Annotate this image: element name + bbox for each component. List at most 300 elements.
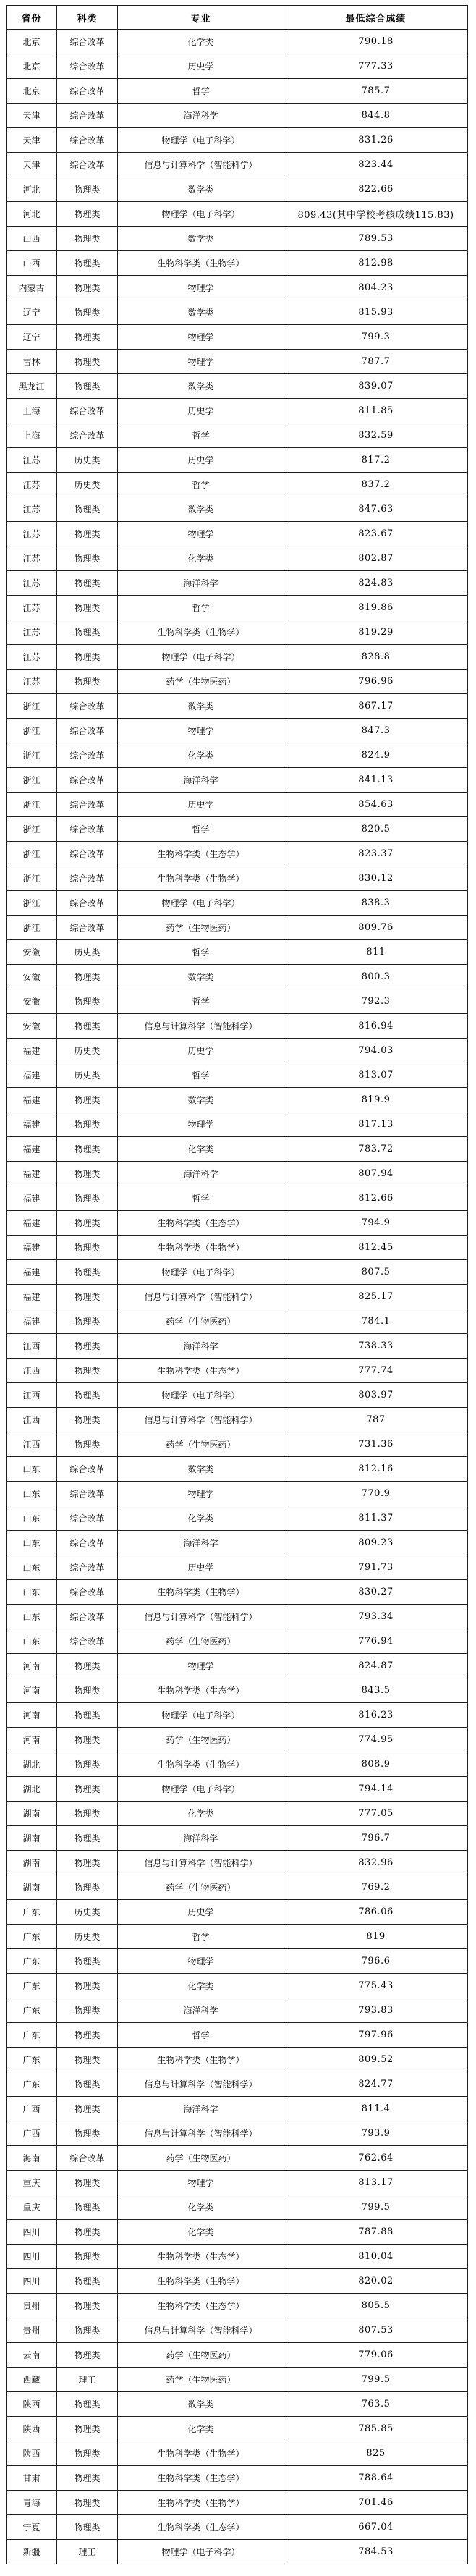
table-row [7,1260,468,1285]
cell-score: 770.9 [284,1482,468,1506]
table-row [7,30,468,54]
cell-category: 物理类 [57,1236,118,1260]
cell-score: 819 [284,1925,468,1949]
cell-score: 838.3 [284,891,468,916]
cell-score: 807.5 [284,1260,468,1285]
cell-major: 信息与计算科学（智能科学） [118,2121,284,2146]
cell-category: 综合改革 [57,743,118,768]
cell-category: 物理类 [57,202,118,227]
cell-category: 物理类 [57,1752,118,1777]
cell-score: 788.64 [284,2466,468,2491]
cell-score: 810.04 [284,2245,468,2269]
cell-category: 物理类 [57,965,118,989]
cell-province: 浙江 [7,768,57,793]
cell-score: 832.96 [284,1851,468,1875]
cell-province: 浙江 [7,842,57,866]
cell-score: 797.96 [284,2023,468,2048]
table-row [7,128,468,153]
cell-score: 667.04 [284,2515,468,2540]
table-row [7,300,468,325]
cell-province: 贵州 [7,2294,57,2318]
cell-province: 福建 [7,1088,57,1112]
cell-category: 物理类 [57,1112,118,1137]
cell-major: 数学类 [118,1457,284,1482]
cell-major: 信息与计算科学（智能科学） [118,2318,284,2343]
cell-score: 777.33 [284,54,468,79]
cell-category: 物理类 [57,251,118,276]
cell-category: 物理类 [57,596,118,620]
cell-major: 生物科学类（生物学） [118,1236,284,1260]
cell-score: 799.5 [284,2195,468,2220]
cell-province: 内蒙古 [7,276,57,300]
cell-province: 青海 [7,2491,57,2515]
table-row [7,2195,468,2220]
cell-province: 山东 [7,1457,57,1482]
cell-major: 药学（生物医药） [118,1728,284,1752]
cell-category: 物理类 [57,571,118,596]
cell-province: 江西 [7,1383,57,1408]
cell-category: 物理类 [57,1826,118,1851]
cell-category: 物理类 [57,276,118,300]
cell-major: 生物科学类（生物学） [118,1752,284,1777]
cell-category: 物理类 [57,2121,118,2146]
cell-category: 物理类 [57,620,118,645]
cell-province: 山东 [7,1629,57,1654]
cell-province: 江苏 [7,473,57,497]
cell-score: 812.45 [284,1236,468,1260]
cell-major: 物理学 [118,2171,284,2195]
table-row [7,2171,468,2195]
cell-province: 江西 [7,1432,57,1457]
cell-province: 福建 [7,1236,57,1260]
table-row [7,989,468,1014]
cell-province: 安徽 [7,965,57,989]
cell-score: 867.17 [284,694,468,719]
cell-province: 广西 [7,2097,57,2121]
header-major: 专业 [118,6,284,30]
table-row [7,399,468,423]
table-row [7,1900,468,1925]
cell-major: 海洋科学 [118,768,284,793]
cell-category: 物理类 [57,1728,118,1752]
cell-major: 海洋科学 [118,571,284,596]
table-row [7,522,468,546]
table-row [7,1432,468,1457]
table-row [7,1826,468,1851]
cell-major: 药学（生物医药） [118,670,284,694]
cell-major: 数学类 [118,1088,284,1112]
table-row [7,1383,468,1408]
cell-major: 物理学（电子科学） [118,1260,284,1285]
cell-major: 物理学 [118,1654,284,1678]
cell-category: 综合改革 [57,1605,118,1629]
cell-major: 物理学（电子科学） [118,891,284,916]
cell-score: 769.2 [284,1875,468,1900]
cell-province: 福建 [7,1211,57,1236]
table-row [7,2466,468,2491]
table-row [7,817,468,842]
cell-score: 819.29 [284,620,468,645]
cell-score: 828.8 [284,645,468,670]
table-row [7,965,468,989]
cell-major: 数学类 [118,694,284,719]
header-min-score: 最低综合成绩 [284,6,468,30]
cell-major: 信息与计算科学（智能科学） [118,1605,284,1629]
table-row [7,1162,468,1186]
cell-province: 安徽 [7,989,57,1014]
cell-major: 历史学 [118,1039,284,1063]
cell-major: 药学（生物医药） [118,2146,284,2171]
cell-score: 825.17 [284,1285,468,1309]
cell-category: 物理类 [57,300,118,325]
table-row [7,1802,468,1826]
cell-category: 物理类 [57,2220,118,2245]
cell-category: 物理类 [57,1309,118,1334]
cell-category: 物理类 [57,2097,118,2121]
cell-category: 综合改革 [57,1482,118,1506]
cell-score: 803.97 [284,1383,468,1408]
cell-province: 西藏 [7,2368,57,2392]
cell-major: 历史学 [118,1900,284,1925]
cell-province: 江苏 [7,497,57,522]
cell-province: 江苏 [7,670,57,694]
cell-score: 777.05 [284,1802,468,1826]
cell-category: 物理类 [57,2491,118,2515]
cell-score: 796.6 [284,1949,468,1974]
cell-score: 793.83 [284,1998,468,2023]
cell-province: 新疆 [7,2540,57,2564]
cell-category: 历史类 [57,1900,118,1925]
cell-major: 药学（生物医药） [118,1432,284,1457]
cell-category: 物理类 [57,1654,118,1678]
cell-major: 哲学 [118,1063,284,1088]
cell-category: 物理类 [57,522,118,546]
cell-score: 799.5 [284,2368,468,2392]
cell-major: 化学类 [118,546,284,571]
cell-score: 731.36 [284,1432,468,1457]
table-row [7,1925,468,1949]
cell-score: 791.73 [284,1555,468,1580]
cell-category: 物理类 [57,670,118,694]
cell-major: 海洋科学 [118,1162,284,1186]
table-row [7,2121,468,2146]
table-row [7,768,468,793]
cell-score: 831.26 [284,128,468,153]
cell-province: 福建 [7,1260,57,1285]
cell-score: 779.06 [284,2343,468,2368]
table-row [7,1703,468,1728]
cell-category: 物理类 [57,2417,118,2441]
cell-province: 浙江 [7,916,57,940]
cell-score: 813.07 [284,1063,468,1088]
cell-category: 物理类 [57,1014,118,1039]
cell-province: 湖南 [7,1826,57,1851]
table-row [7,2023,468,2048]
table-row [7,202,468,227]
cell-province: 福建 [7,1039,57,1063]
cell-score: 832.59 [284,423,468,448]
cell-major: 哲学 [118,1186,284,1211]
table-row [7,1482,468,1506]
cell-score: 796.7 [284,1826,468,1851]
table-row [7,1678,468,1703]
cell-category: 综合改革 [57,1580,118,1605]
cell-major: 化学类 [118,2220,284,2245]
cell-category: 物理类 [57,1408,118,1432]
table-row [7,79,468,104]
cell-score: 847.3 [284,719,468,743]
cell-major: 生物科学类（生态学） [118,2245,284,2269]
cell-major: 物理学（电子科学） [118,202,284,227]
cell-province: 陕西 [7,2441,57,2466]
cell-score: 774.95 [284,1728,468,1752]
cell-major: 生物科学类（生物学） [118,2048,284,2072]
cell-major: 数学类 [118,300,284,325]
cell-score: 762.64 [284,2146,468,2171]
cell-province: 福建 [7,1309,57,1334]
table-row [7,866,468,891]
cell-province: 江西 [7,1408,57,1432]
cell-province: 河北 [7,177,57,202]
cell-province: 天津 [7,128,57,153]
cell-score: 830.12 [284,866,468,891]
cell-major: 药学（生物医药） [118,916,284,940]
cell-major: 物理学 [118,1112,284,1137]
cell-score: 825 [284,2441,468,2466]
cell-major: 数学类 [118,177,284,202]
cell-province: 北京 [7,30,57,54]
cell-major: 生物科学类（生态学） [118,1211,284,1236]
cell-score: 817.13 [284,1112,468,1137]
cell-major: 化学类 [118,1137,284,1162]
table-row [7,1998,468,2023]
cell-major: 海洋科学 [118,1531,284,1555]
cell-score: 785.7 [284,79,468,104]
cell-province: 甘肃 [7,2466,57,2491]
cell-score: 775.43 [284,1974,468,1998]
cell-province: 山东 [7,1531,57,1555]
cell-province: 湖北 [7,1777,57,1802]
table-row [7,2540,468,2564]
cell-province: 安徽 [7,940,57,965]
cell-major: 生物科学类（生态学） [118,1359,284,1383]
cell-category: 物理类 [57,1162,118,1186]
table-row [7,1605,468,1629]
cell-major: 生物科学类（生态学） [118,2294,284,2318]
table-row [7,670,468,694]
cell-province: 江西 [7,1359,57,1383]
cell-province: 山东 [7,1482,57,1506]
cell-category: 物理类 [57,2269,118,2294]
cell-major: 化学类 [118,2195,284,2220]
cell-major: 海洋科学 [118,1334,284,1359]
cell-province: 河南 [7,1703,57,1728]
cell-province: 浙江 [7,743,57,768]
cell-category: 物理类 [57,325,118,350]
cell-major: 化学类 [118,30,284,54]
table-row [7,2097,468,2121]
cell-major: 海洋科学 [118,1998,284,2023]
cell-category: 物理类 [57,1432,118,1457]
cell-category: 历史类 [57,940,118,965]
cell-category: 物理类 [57,497,118,522]
cell-category: 综合改革 [57,1531,118,1555]
cell-province: 上海 [7,399,57,423]
table-row [7,2392,468,2417]
cell-score: 844.8 [284,104,468,128]
cell-score: 811 [284,940,468,965]
cell-score: 805.5 [284,2294,468,2318]
table-row [7,743,468,768]
cell-category: 综合改革 [57,128,118,153]
cell-major: 物理学 [118,325,284,350]
cell-province: 河南 [7,1678,57,1703]
cell-score: 841.13 [284,768,468,793]
cell-province: 天津 [7,104,57,128]
cell-category: 物理类 [57,645,118,670]
cell-major: 生物科学类（生物学） [118,866,284,891]
cell-major: 化学类 [118,1802,284,1826]
cell-category: 物理类 [57,2392,118,2417]
cell-province: 广东 [7,2023,57,2048]
cell-score: 786.06 [284,1900,468,1925]
cell-score: 847.63 [284,497,468,522]
table-row [7,1014,468,1039]
cell-major: 生物科学类（生态学） [118,842,284,866]
cell-province: 广东 [7,1925,57,1949]
cell-score: 811.85 [284,399,468,423]
cell-province: 四川 [7,2220,57,2245]
cell-score: 787.7 [284,350,468,374]
cell-province: 广东 [7,1900,57,1925]
cell-category: 历史类 [57,1039,118,1063]
cell-province: 贵州 [7,2318,57,2343]
cell-score: 800.3 [284,965,468,989]
table-row [7,177,468,202]
table-body [7,30,468,2564]
table-header [7,6,468,30]
table-row [7,1137,468,1162]
cell-category: 综合改革 [57,54,118,79]
cell-category: 物理类 [57,1211,118,1236]
cell-category: 物理类 [57,2195,118,2220]
table-row [7,2048,468,2072]
cell-category: 物理类 [57,546,118,571]
cell-major: 哲学 [118,2023,284,2048]
cell-major: 数学类 [118,2392,284,2417]
cell-category: 综合改革 [57,1506,118,1531]
cell-score: 823.44 [284,153,468,177]
cell-province: 湖北 [7,1752,57,1777]
cell-category: 物理类 [57,1383,118,1408]
cell-province: 广东 [7,1998,57,2023]
cell-category: 综合改革 [57,866,118,891]
cell-province: 辽宁 [7,325,57,350]
table-row [7,1408,468,1432]
cell-province: 宁夏 [7,2515,57,2540]
cell-major: 物理学 [118,522,284,546]
cell-score: 738.33 [284,1334,468,1359]
cell-province: 福建 [7,1112,57,1137]
table-row [7,1580,468,1605]
cell-category: 物理类 [57,2171,118,2195]
cell-category: 物理类 [57,1949,118,1974]
cell-category: 物理类 [57,1678,118,1703]
header-row [7,6,468,30]
cell-major: 历史学 [118,54,284,79]
table-row [7,1555,468,1580]
table-row [7,2220,468,2245]
table-row [7,793,468,817]
cell-category: 综合改革 [57,30,118,54]
table-row [7,2245,468,2269]
cell-major: 生物科学类（生物学） [118,2491,284,2515]
cell-category: 物理类 [57,2072,118,2097]
cell-province: 广东 [7,2048,57,2072]
table-row [7,1236,468,1260]
cell-category: 物理类 [57,1998,118,2023]
cell-province: 广东 [7,1949,57,1974]
cell-major: 哲学 [118,817,284,842]
cell-score: 811.4 [284,2097,468,2121]
cell-score: 802.87 [284,546,468,571]
cell-province: 四川 [7,2269,57,2294]
table-row [7,423,468,448]
cell-major: 哲学 [118,423,284,448]
table-row [7,571,468,596]
admission-scores-table [6,5,468,2564]
table-row [7,54,468,79]
cell-score: 812.98 [284,251,468,276]
cell-score: 820.02 [284,2269,468,2294]
table-row [7,940,468,965]
table-row [7,1211,468,1236]
cell-category: 物理类 [57,2048,118,2072]
cell-province: 河北 [7,202,57,227]
cell-category: 物理类 [57,1137,118,1162]
cell-major: 生物科学类（生物学） [118,251,284,276]
cell-score: 789.53 [284,227,468,251]
cell-category: 物理类 [57,2318,118,2343]
cell-score: 787.88 [284,2220,468,2245]
cell-province: 河南 [7,1654,57,1678]
cell-province: 广西 [7,2121,57,2146]
table-row [7,719,468,743]
cell-major: 生物科学类（生态学） [118,1678,284,1703]
cell-major: 历史学 [118,399,284,423]
cell-category: 综合改革 [57,2146,118,2171]
cell-score: 807.94 [284,1162,468,1186]
cell-score: 794.03 [284,1039,468,1063]
cell-major: 生物科学类（生物学） [118,1580,284,1605]
table-row [7,620,468,645]
table-row [7,2441,468,2466]
cell-score: 776.94 [284,1629,468,1654]
cell-province: 广东 [7,1974,57,1998]
cell-score: 843.5 [284,1678,468,1703]
table-row [7,153,468,177]
table-row [7,104,468,128]
cell-province: 浙江 [7,694,57,719]
cell-major: 信息与计算科学（智能科学） [118,1851,284,1875]
table-row [7,1112,468,1137]
table-row [7,1186,468,1211]
table-row [7,1629,468,1654]
cell-category: 理工 [57,2540,118,2564]
cell-category: 物理类 [57,1802,118,1826]
table-row [7,1088,468,1112]
cell-score: 812.16 [284,1457,468,1482]
